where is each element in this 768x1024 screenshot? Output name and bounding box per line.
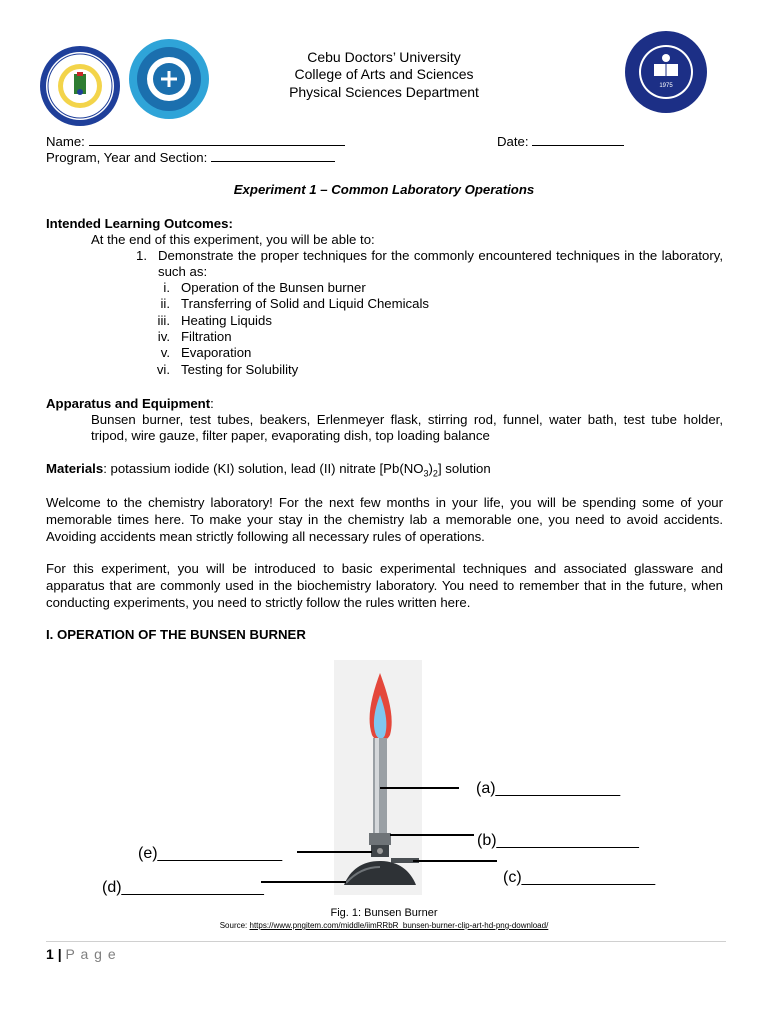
program-blank[interactable] bbox=[211, 150, 335, 162]
outcomes-heading: Intended Learning Outcomes: bbox=[46, 216, 233, 231]
university-name: Cebu Doctors’ University bbox=[307, 49, 461, 65]
apparatus-list: Bunsen burner, test tubes, beakers, Erlenmeyer flask, stirring rod, funnel, water bath, test tube holder, tripod, wire gauze, filter paper, evaporating dish, top loading balance bbox=[91, 412, 723, 443]
outcomes-intro: At the end of this experiment, you will be able to: bbox=[91, 232, 375, 247]
sub-item-text: Evaporation bbox=[181, 345, 252, 360]
sub-item-number: vi. bbox=[156, 362, 170, 377]
sub-item-number: ii. bbox=[160, 296, 170, 311]
figure-source bbox=[0, 921, 768, 930]
materials-text-after: ] solution bbox=[437, 461, 491, 476]
introduction-paragraph: For this experiment, you will be introduced to basic experimental techniques and associated glassware and apparatus that are commonly used in the biochemistry laboratory. You need to remember that in the future, when conducting experiments, you need to strictly follow the rules written here. bbox=[46, 561, 723, 610]
bunsen-burner-figure bbox=[0, 655, 768, 905]
figure-source-link[interactable]: https://www.pngitem.com/middle/iimRRbR_bunsen-burner-clip-art-hd-png-download/ bbox=[249, 921, 549, 930]
page-separator: | bbox=[57, 946, 62, 962]
experiment-title: Experiment 1 – Common Laboratory Operations bbox=[233, 182, 535, 197]
sub-item-text: Testing for Solubility bbox=[181, 362, 299, 377]
materials-text-before: : potassium iodide (KI) solution, lead (II) nitrate [Pb(NO bbox=[103, 461, 424, 476]
materials-label: Materials bbox=[46, 461, 104, 476]
sub-item-number: i. bbox=[163, 280, 170, 295]
materials-subscript-1: 3 bbox=[423, 468, 429, 479]
program-label: Program, Year and Section: bbox=[46, 150, 208, 165]
name-label: Name: bbox=[46, 134, 85, 149]
sub-item-text: Operation of the Bunsen burner bbox=[181, 280, 366, 295]
section-heading-bunsen: I. OPERATION OF THE BUNSEN BURNER bbox=[46, 627, 306, 642]
bunsen-burner-illustration bbox=[0, 655, 768, 905]
program-field[interactable] bbox=[46, 150, 335, 165]
sub-item-number: v. bbox=[160, 345, 170, 360]
sub-item-number: iv. bbox=[157, 329, 170, 344]
apparatus-heading-label: Apparatus and Equipment bbox=[46, 396, 211, 411]
apparatus-heading-colon: : bbox=[210, 396, 214, 411]
date-blank[interactable] bbox=[532, 134, 624, 146]
sub-item-number: iii. bbox=[157, 313, 170, 328]
welcome-paragraph: Welcome to the chemistry laboratory! For the next few months in your life, you will be spending some of your memorable times here. To make your stay in the chemistry lab a memorable one, you need to avoid accidents. Avoiding accidents mean strictly following all necessary rules of operations. bbox=[46, 495, 723, 544]
sub-item-text: Heating Liquids bbox=[181, 313, 272, 328]
outcome-item-text: Demonstrate the proper techniques for the commonly encountered techniques in the laboratory, such as: bbox=[158, 248, 723, 279]
date-label: Date: bbox=[497, 134, 529, 149]
page-number: 1 bbox=[46, 946, 54, 962]
label-c: (c)_______________ bbox=[503, 869, 656, 886]
sub-item-text: Transferring of Solid and Liquid Chemicals bbox=[181, 296, 429, 311]
department-name: Physical Sciences Department bbox=[289, 84, 479, 100]
apparatus-heading bbox=[46, 396, 214, 411]
name-field[interactable] bbox=[46, 134, 345, 149]
date-field[interactable] bbox=[497, 134, 624, 149]
page-word: P a g e bbox=[65, 946, 117, 962]
college-seal-year: 1975 bbox=[659, 83, 673, 89]
label-e: (e)______________ bbox=[138, 845, 283, 862]
materials-subscript-2: 2 bbox=[432, 468, 438, 479]
sub-item-text: Filtration bbox=[181, 329, 232, 344]
college-name: College of Arts and Sciences bbox=[294, 66, 474, 82]
footer-divider bbox=[46, 941, 726, 942]
label-a: (a)______________ bbox=[476, 780, 621, 797]
name-blank[interactable] bbox=[89, 134, 345, 146]
page-footer bbox=[46, 946, 117, 962]
materials-text-mid: ) bbox=[428, 461, 433, 476]
label-d: (d)________________ bbox=[102, 879, 264, 896]
label-b: (b)________________ bbox=[477, 832, 639, 849]
figure-caption: Fig. 1: Bunsen Burner bbox=[330, 907, 438, 919]
college-seal-logo bbox=[624, 30, 708, 114]
materials-line bbox=[46, 461, 491, 479]
figure-source-prefix: Source: bbox=[219, 921, 250, 930]
outcome-item-number: 1. bbox=[136, 248, 147, 263]
